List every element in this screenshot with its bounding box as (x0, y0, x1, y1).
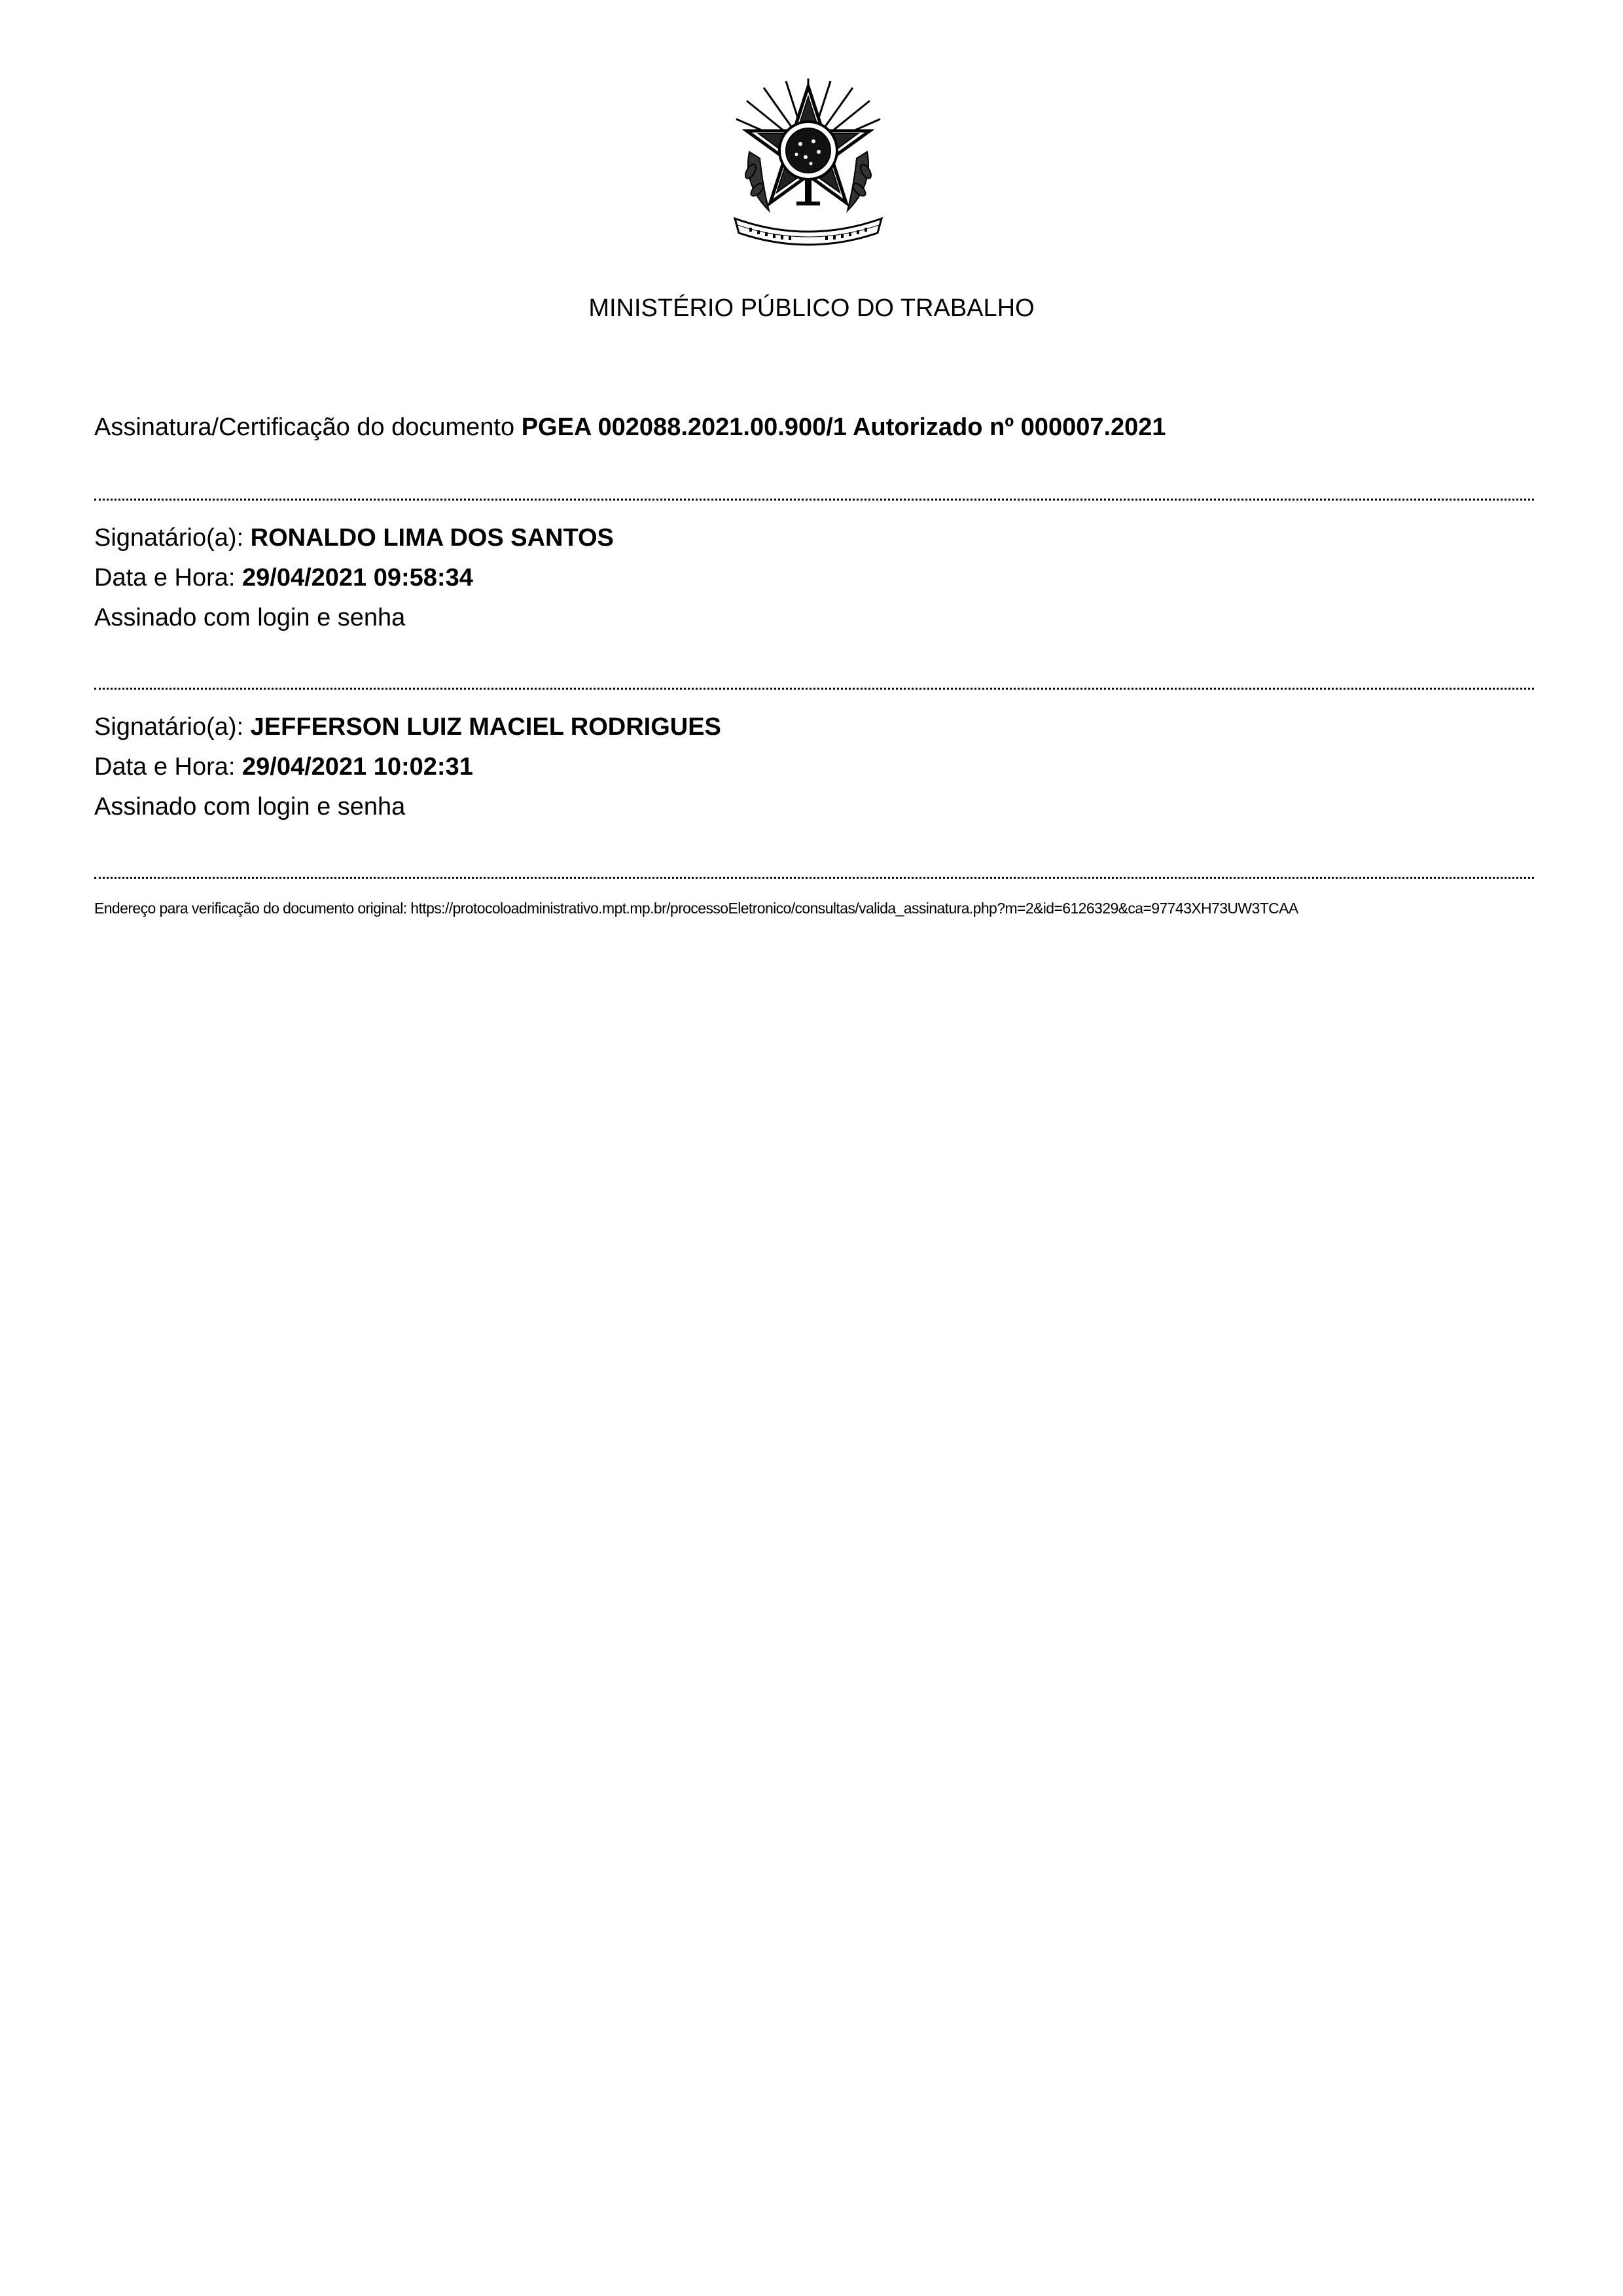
signer-label: Signatário(a): (94, 713, 251, 741)
divider (94, 688, 1534, 690)
verification-url-text: Endereço para verificação do documento original: https://protocoloadministrativo.mpt.mp.br/processoEletronico/consultas/valida_assinatura.php?m=2&id=6126329&ca=97743XH73UW3TCAA (94, 900, 1298, 917)
document-identifier: PGEA 002088.2021.00.900/1 Autorizado nº 000007.2021 (521, 414, 1166, 441)
datetime-row (94, 747, 721, 787)
signature-block-2 (94, 707, 721, 827)
signer-row (94, 518, 614, 558)
signer-row (94, 707, 721, 747)
datetime-value: 29/04/2021 10:02:31 (242, 753, 473, 781)
document-certification-line (94, 414, 1166, 442)
datetime-value: 29/04/2021 09:58:34 (242, 564, 473, 592)
signature-block-1 (94, 518, 614, 638)
signature-method: Assinado com login e senha (94, 604, 406, 631)
signer-name: JEFFERSON LUIZ MACIEL RODRIGUES (250, 713, 721, 741)
datetime-label: Data e Hora: (94, 564, 242, 592)
signer-label: Signatário(a): (94, 524, 251, 552)
signature-method: Assinado com login e senha (94, 793, 406, 821)
divider (94, 499, 1534, 501)
divider (94, 877, 1534, 879)
datetime-label: Data e Hora: (94, 753, 242, 781)
document-certification-prefix: Assinatura/Certificação do documento (94, 414, 522, 441)
brazil-coat-of-arms-icon (723, 73, 893, 249)
datetime-row (94, 558, 614, 598)
organization-title: MINISTÉRIO PÚBLICO DO TRABALHO (588, 294, 1035, 322)
signer-name: RONALDO LIMA DOS SANTOS (250, 524, 614, 552)
